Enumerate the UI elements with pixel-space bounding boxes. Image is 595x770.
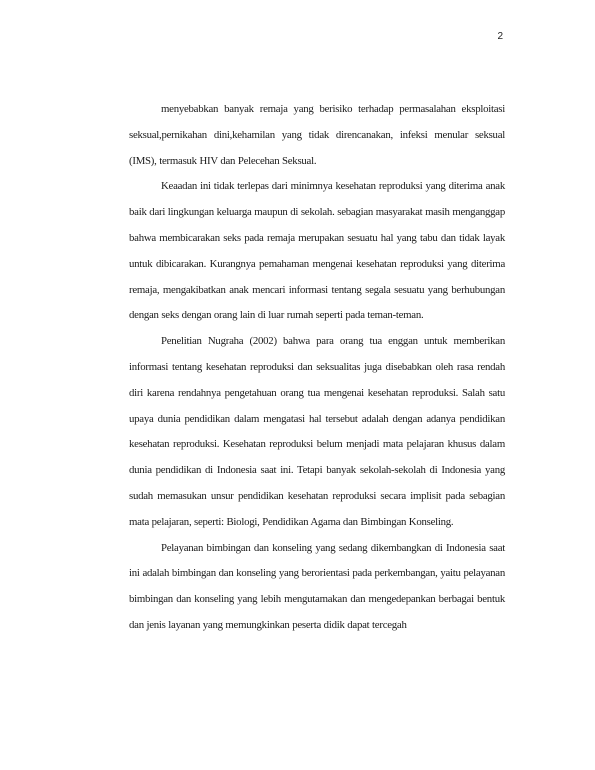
paragraph-2: Keaadan ini tidak terlepas dari minimnya kesehatan reproduksi yang diterima anak baik dari lingkungan keluarga maupun di sekolah. sebagian masyarakat masih menganggap bahwa membicarakan seks pada remaja merupakan sesuatu hal yang tabu dan tidak layak untuk dibicarakan. Kurangnya pemahaman mengenai kesehatan reproduksi yang diterima remaja, mengakibatkan anak mencari informasi tentang segala sesuatu yang berhubungan dengan seks dengan orang lain di luar rumah seperti pada teman-teman.	[129, 180, 505, 322]
paragraph-4: Pelayanan bimbingan dan konseling yang sedang dikembangkan di Indonesia saat ini adalah bimbingan dan konseling yang berorientasi pada perkembangan, yaitu pelayanan bimbingan dan konseling yang lebih mengutamakan dan mengedepankan berbagai bentuk dan jenis layanan yang memungkinkan peserta didik dapat tercegah	[129, 541, 505, 631]
body-text	[129, 97, 505, 639]
page-number: 2	[497, 31, 503, 42]
paragraph-3: Penelitian Nugraha (2002) bahwa para orang tua enggan untuk memberikan informasi tentang kesehatan reproduksi dan seksualitas juga disebabkan oleh rasa rendah diri karena rendahnya pengetahuan orang tua mengenai kesehatan reproduksi. Salah satu upaya dunia pendidikan dalam mengatasi hal tersebut adalah dengan adanya pendidikan kesehatan reproduksi. Kesehatan reproduksi belum menjadi mata pelajaran khusus dalam dunia pendidikan di Indonesia saat ini. Tetapi banyak sekolah-sekolah di Indonesia yang sudah memasukan unsur pendidikan kesehatan reproduksi secara implisit pada sebagian mata pelajaran, seperti: Biologi, Pendidikan Agama dan Bimbingan Konseling.	[129, 335, 505, 528]
paragraph-1: menyebabkan banyak remaja yang berisiko terhadap permasalahan eksploitasi seksual,pernikahan dini,kehamilan yang tidak direncanakan, infeksi menular seksual (IMS), termasuk HIV dan Pelecehan Seksual.	[129, 103, 505, 167]
